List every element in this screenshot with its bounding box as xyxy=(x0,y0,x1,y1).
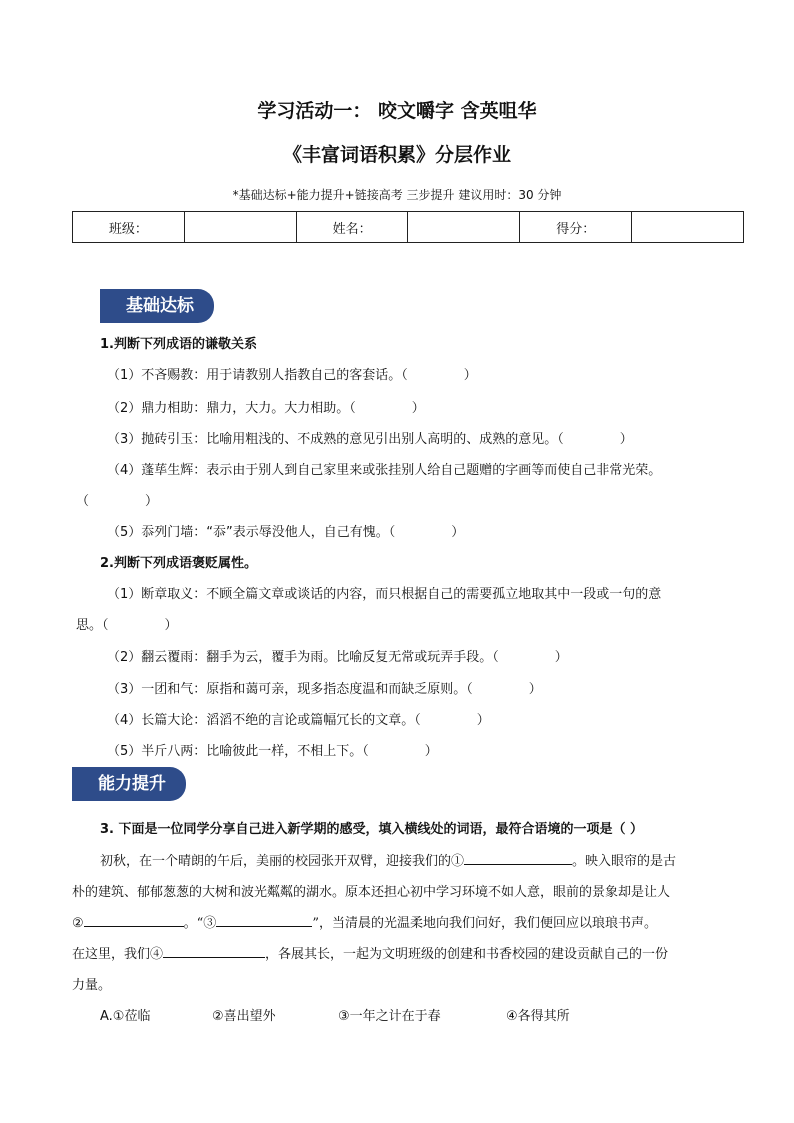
student-info-table xyxy=(72,211,744,243)
blank-2[interactable] xyxy=(84,912,184,927)
q1-item-2: （2）鼎力相助：鼎力，大力。大力相助。（ ） xyxy=(107,401,425,416)
passage-line-2: 朴的建筑、郁郁葱葱的大树和波光粼粼的湖水。原本还担心初中学习环境不如人意，眼前的景象却是让人 xyxy=(72,885,671,900)
q2-item-3: （3）一团和气：原指和蔼可亲，现多指态度温和而缺乏原则。（ ） xyxy=(107,682,542,697)
name-field[interactable] xyxy=(408,212,520,243)
question-3-title: 3. 下面是一位同学分享自己进入新学期的感受，填入横线处的词语，最符合语境的一项是（ ） xyxy=(100,822,644,837)
option-a-item-3: ③一年之计在于春 xyxy=(338,1009,441,1024)
passage-line-5: 力量。 xyxy=(72,978,112,993)
passage-line-4: 在这里，我们④ ，各展其长，一起为文明班级的创建和书香校园的建设贡献自己的一份 xyxy=(72,943,668,962)
q2-item-1: （1）断章取义：不顾全篇文章或谈话的内容，而只根据自己的需要孤立地取其中一段或一句的意 xyxy=(107,587,662,602)
score-label: 得分： xyxy=(520,212,632,243)
section-heading-ability: 能力提升 xyxy=(72,767,186,801)
option-a-item-4: ④各得其所 xyxy=(506,1009,570,1024)
q1-item-3: （3）抛砖引玉：比喻用粗浅的、不成熟的意见引出别人高明的、成熟的意见。（ ） xyxy=(107,432,633,447)
option-a-label[interactable]: A.①莅临 xyxy=(100,1009,151,1024)
class-field[interactable] xyxy=(184,212,296,243)
question-2-title: 2.判断下列成语褒贬属性。 xyxy=(100,556,257,571)
question-1-title: 1.判断下列成语的谦敬关系 xyxy=(100,337,257,352)
page-subtitle: 《丰富词语积累》分层作业 xyxy=(282,144,511,166)
class-label: 班级： xyxy=(73,212,185,243)
blank-3[interactable] xyxy=(216,912,312,927)
page-title: 学习活动一： 咬文嚼字 含英咀华 xyxy=(257,100,537,122)
section-heading-basic: 基础达标 xyxy=(100,289,214,323)
q1-item-4-cont: （ ） xyxy=(76,494,159,509)
option-a-item-2: ②喜出望外 xyxy=(212,1009,276,1024)
q1-item-1: （1）不吝赐教：用于请教别人指教自己的客套话。（ ） xyxy=(107,368,477,383)
q1-item-5: （5）忝列门墙：“忝”表示辱没他人，自己有愧。（ ） xyxy=(107,525,465,540)
q2-item-2: （2）翻云覆雨：翻手为云，覆手为雨。比喻反复无常或玩弄手段。（ ） xyxy=(107,650,568,665)
q2-item-5: （5）半斤八两：比喻彼此一样，不相上下。（ ） xyxy=(107,744,438,759)
q2-item-4: （4）长篇大论：滔滔不绝的言论或篇幅冗长的文章。（ ） xyxy=(107,713,490,728)
assignment-meta: *基础达标+能力提升+链接高考 三步提升 建议用时：30 分钟 xyxy=(232,188,562,202)
q1-item-4: （4）蓬荜生辉：表示由于别人到自己家里来或张挂别人给自己题赠的字画等而使自己非常光荣。 xyxy=(107,463,662,478)
passage-line-1: 初秋，在一个晴朗的午后，美丽的校园张开双臂，迎接我们的① 。映入眼帘的是古 xyxy=(100,850,676,869)
score-field[interactable] xyxy=(632,212,744,243)
name-label: 姓名： xyxy=(296,212,408,243)
q2-item-1-cont: 思。（ ） xyxy=(76,618,178,633)
blank-1[interactable] xyxy=(464,850,572,865)
passage-line-3: ② 。“③ ”，当清晨的光温柔地向我们问好，我们便回应以琅琅书声。 xyxy=(72,912,657,931)
blank-4[interactable] xyxy=(163,943,265,958)
